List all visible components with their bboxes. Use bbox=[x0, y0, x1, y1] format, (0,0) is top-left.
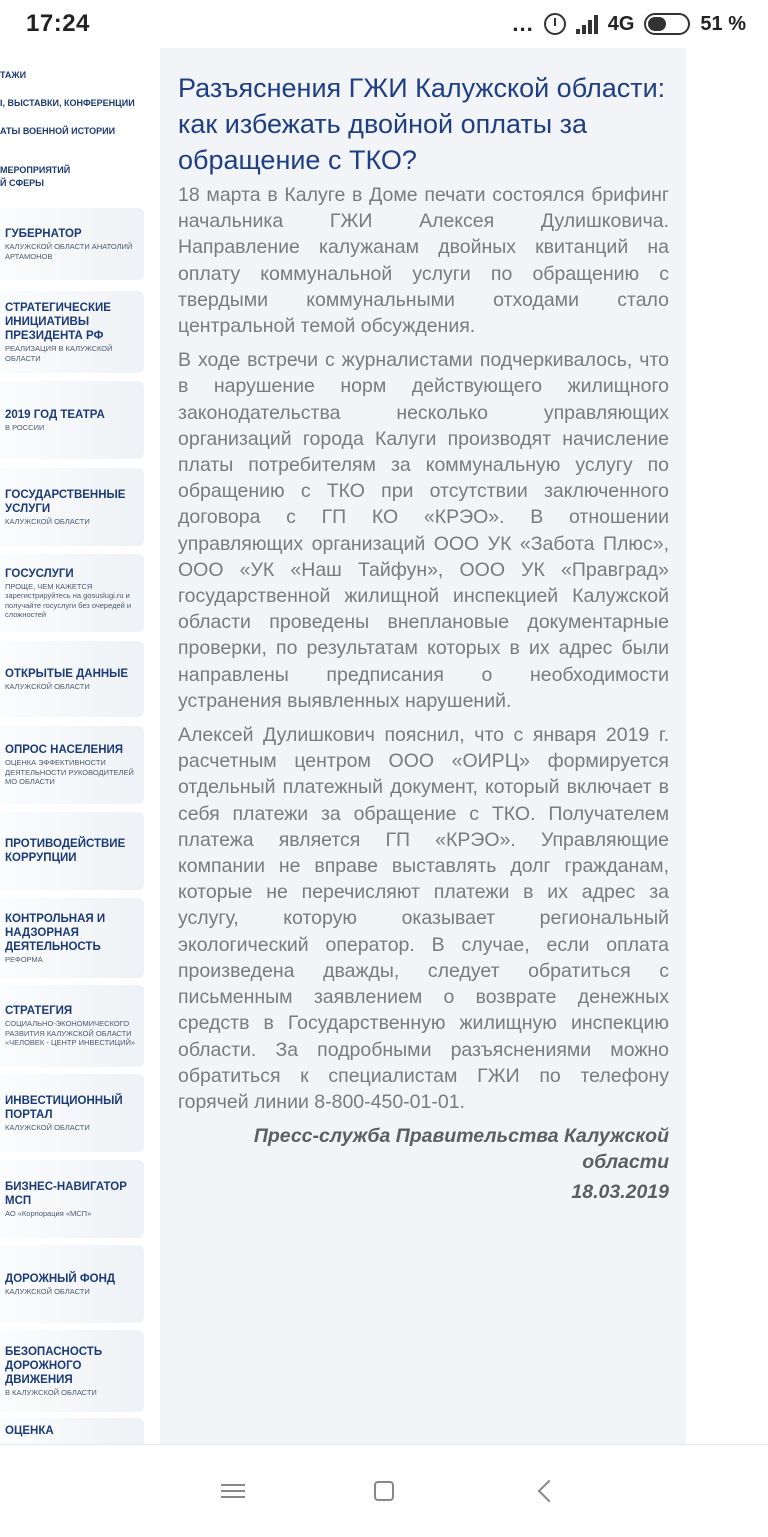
article-paragraph: 18 марта в Калуге в Доме печати состоялся брифинг начальника ГЖИ Алексея Дулишковича. Направление калужанам двойных квитанций на оплату коммунальной услуги по обращению с твердыми коммунальными отходами стало центральной темой обсуждения. bbox=[178, 184, 669, 338]
sidebar-item-title: БЕЗОПАСНОСТЬ ДОРОЖНОГО ДВИЖЕНИЯ bbox=[5, 1345, 103, 1386]
sidebar-item-subtitle: АО «Корпорация «МСП» bbox=[5, 1208, 92, 1218]
sidebar-item-title: КОНТРОЛЬНАЯ И НАДЗОРНАЯ ДЕЯТЕЛЬНОСТЬ bbox=[5, 912, 106, 953]
battery-icon bbox=[644, 13, 690, 35]
sidebar-item-state-services[interactable] bbox=[0, 468, 144, 546]
sidebar-item-population-survey[interactable] bbox=[0, 726, 144, 804]
battery-percent: 51 % bbox=[700, 12, 746, 35]
sidebar-item-title: СТРАТЕГИЧЕСКИЕ ИНИЦИАТИВЫ ПРЕЗИДЕНТА РФ bbox=[5, 302, 111, 342]
alarm-icon bbox=[544, 13, 566, 35]
sidebar-item-subtitle: КАЛУЖСКОЙ ОБЛАСТИ bbox=[5, 1286, 90, 1296]
sidebar-item-title: ГОСУСЛУГИ bbox=[5, 567, 74, 580]
sidebar-link-stub[interactable]: ТАЖИ bbox=[0, 70, 27, 80]
sidebar-item-governor[interactable] bbox=[0, 208, 144, 280]
status-bar bbox=[0, 0, 768, 48]
sidebar-link-stub[interactable]: І, ВЫСТАВКИ, КОНФЕРЕНЦИИ bbox=[0, 98, 135, 108]
system-nav-bar bbox=[0, 1444, 768, 1537]
sidebar-item-title: ИНВЕСТИЦИОННЫЙ ПОРТАЛ bbox=[5, 1094, 123, 1121]
sidebar-item-road-safety[interactable] bbox=[0, 1330, 144, 1412]
sidebar-item-subtitle: В РОССИИ bbox=[5, 422, 45, 432]
sidebar-item-business-navigator[interactable] bbox=[0, 1160, 144, 1238]
sidebar-item-title: ГОСУДАРСТВЕННЫЕ УСЛУГИ bbox=[5, 488, 126, 515]
status-time: 17:24 bbox=[26, 10, 90, 37]
sidebar-item-title: ОТКРЫТЫЕ ДАННЫЕ bbox=[5, 667, 129, 680]
home-icon[interactable] bbox=[364, 1473, 404, 1509]
sidebar-item-strategy[interactable] bbox=[0, 985, 144, 1067]
sidebar-item-subtitle: ПРОЩЕ, ЧЕМ КАЖЕТСЯ зарегистрируйтесь на gosuslugi.ru и получайте госуслуги без очередей и сложностей bbox=[5, 581, 132, 619]
sidebar-item-subtitle: РЕФОРМА bbox=[5, 954, 43, 964]
article-body bbox=[178, 182, 669, 1205]
article-title: Разъяснения ГЖИ Калужской области: как избежать двойной оплаты за обращение с ТКО? bbox=[178, 73, 666, 175]
sidebar-item-title: ДОРОЖНЫЙ ФОНД bbox=[5, 1272, 116, 1285]
sidebar bbox=[0, 48, 150, 1444]
network-label: 4G bbox=[607, 12, 635, 35]
sidebar-item-subtitle: КАЛУЖСКОЙ ОБЛАСТИ АНАТОЛИЙ АРТАМОНОВ bbox=[5, 242, 133, 261]
sidebar-link-stub[interactable]: Й СФЕРЫ bbox=[0, 178, 44, 188]
article-paragraph: Алексей Дулишкович пояснил, что с января 2019 г. расчетным центром ООО «ОИРЦ» формируется отдельный платежный документ, который включает в себя платежи за обращение с ТКО. Получателем платежа является ГП «КРЭО». Управляющие компании не вправе выставлять долг гражданам, которые не перечисляют платежи в их адрес за услугу, которую оказывает региональный экологический оператор. В случае, если оплата произведена дважды, следует обратиться с письменным заявлением о возврате денежных средств в Государственную жилищную инспекцию области. За подробными разъяснениями можно обратиться к специалистам ГЖИ по телефону горячей линии 8-800-450-01-01. bbox=[178, 724, 669, 1113]
sidebar-item-evaluation[interactable] bbox=[0, 1418, 144, 1444]
signal-icon bbox=[576, 14, 598, 34]
sidebar-item-subtitle: В КАЛУЖСКОЙ ОБЛАСТИ bbox=[5, 1387, 97, 1397]
article-author: Пресс-служба Правительства Калужской области bbox=[253, 1125, 669, 1174]
sidebar-item-subtitle: КАЛУЖСКОЙ ОБЛАСТИ bbox=[5, 681, 90, 691]
sidebar-item-gosuslugi[interactable] bbox=[0, 554, 144, 632]
sidebar-item-subtitle: ОЦЕНКА ЭФФЕКТИВНОСТИ ДЕЯТЕЛЬНОСТИ РУКОВОДИТЕЛЕЙ МО ОБЛАСТИ bbox=[5, 758, 134, 787]
sidebar-item-title: 2019 ГОД ТЕАТРА bbox=[5, 408, 105, 421]
sidebar-item-investment-portal[interactable] bbox=[0, 1074, 144, 1152]
menu-icon[interactable] bbox=[213, 1473, 253, 1509]
more-dots: ... bbox=[512, 11, 534, 36]
sidebar-item-title: ОПРОС НАСЕЛЕНИЯ bbox=[5, 744, 124, 757]
sidebar-item-presidential-initiatives[interactable] bbox=[0, 291, 144, 373]
sidebar-item-anti-corruption[interactable] bbox=[0, 812, 144, 890]
article-paragraph: В ходе встречи с журналистами подчеркивалось, что в нарушение норм действующего жилищного законодательства несколько управляющих организаций города Калуги производят начисление платы потребителям за коммунальную услугу по обращению с ТКО при отсутствии заключенного договора с ГП КО «КРЭО». В отношении управляющих организаций ООО УК «Забота Плюс», ООО «УК «Наш Тайфун», ООО УК «Правград» государственной жилищной инспекцией Калужской области проведены внеплановые документарные проверки, по результатам которых в их адрес были направлены предписания о необходимости устранения выявленных нарушений. bbox=[178, 349, 669, 712]
article-container bbox=[160, 48, 686, 1444]
sidebar-item-control-supervision[interactable] bbox=[0, 898, 144, 978]
web-page bbox=[0, 48, 768, 1444]
sidebar-item-title: БИЗНЕС-НАВИГАТОР МСП bbox=[5, 1180, 127, 1207]
sidebar-item-road-fund[interactable] bbox=[0, 1245, 144, 1323]
sidebar-item-subtitle: КАЛУЖСКОЙ ОБЛАСТИ bbox=[5, 1122, 90, 1132]
sidebar-item-open-data[interactable] bbox=[0, 641, 144, 717]
status-icons bbox=[512, 10, 746, 38]
sidebar-item-title: СТРАТЕГИЯ bbox=[5, 1005, 73, 1018]
sidebar-item-theatre-year[interactable] bbox=[0, 381, 144, 459]
sidebar-item-title: ОЦЕНКА bbox=[5, 1425, 54, 1437]
back-icon[interactable] bbox=[526, 1473, 566, 1509]
sidebar-item-subtitle: СОЦИАЛЬНО-ЭКОНОМИЧЕСКОГО РАЗВИТИЯ КАЛУЖСКОЙ ОБЛАСТИ «ЧЕЛОВЕК - ЦЕНТР ИНВЕСТИЦИЙ» bbox=[5, 1019, 136, 1048]
sidebar-link-stub[interactable]: АТЫ ВОЕННОЙ ИСТОРИИ bbox=[0, 126, 116, 136]
sidebar-item-title: ГУБЕРНАТОР bbox=[5, 228, 82, 240]
sidebar-item-title: ПРОТИВОДЕЙСТВИЕ КОРРУПЦИИ bbox=[5, 838, 126, 864]
sidebar-item-subtitle: КАЛУЖСКОЙ ОБЛАСТИ bbox=[5, 516, 90, 526]
article-date: 18.03.2019 bbox=[571, 1181, 669, 1204]
sidebar-item-subtitle: РЕАЛИЗАЦИЯ В КАЛУЖСКОЙ ОБЛАСТИ bbox=[5, 344, 113, 363]
sidebar-link-stub[interactable]: МЕРОПРИЯТИЙ bbox=[0, 165, 71, 175]
